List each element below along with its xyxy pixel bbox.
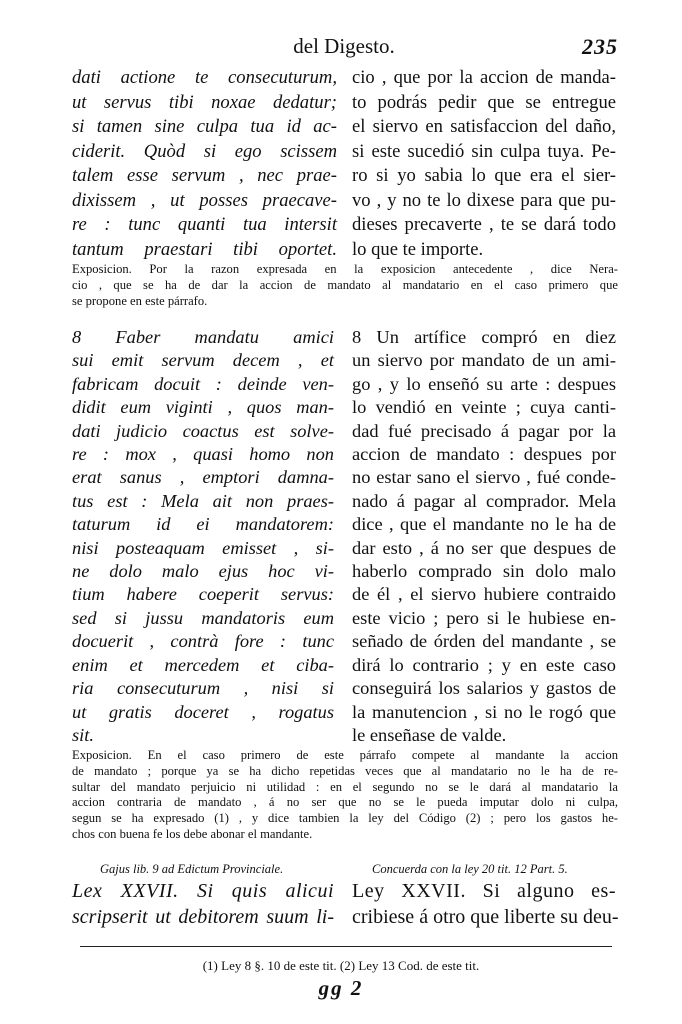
latin-line: ria consecuturum , nisi si [72, 678, 334, 699]
latin-line: scripserit ut debitorem suum li- [72, 906, 334, 928]
spanish-line: de él , el siervo hubiere contraido [352, 584, 616, 605]
spanish-line: accion de mandato : despues por [352, 444, 616, 465]
source-citation-latin: Gajus lib. 9 ad Edictum Provinciale. [100, 862, 284, 876]
spanish-column-block1 [352, 66, 616, 262]
latin-line: dati actione te consecuturum, [72, 67, 337, 88]
spanish-line: no estar sano el siervo , fué conde- [352, 467, 616, 488]
latin-column-block3 [72, 878, 334, 930]
spanish-line: to podrás pedir que se entregue [352, 91, 616, 113]
latin-line: tus est : Mela ait non praes- [72, 490, 334, 511]
exposition-line: accion contraria de mandato , á no ser que no se le pueda imputar dolo ni culpa, [72, 795, 618, 810]
spanish-column-block3 [352, 878, 619, 930]
spanish-line: la manutencion , si no le rogó que [352, 701, 616, 722]
spanish-line: le enseñase de valde. [352, 724, 507, 745]
spanish-line: dice , que el mandante no le ha de [352, 514, 616, 535]
spanish-line: haberlo comprado sin dolo malo [352, 561, 616, 582]
latin-line: sui emit servum decem , et [72, 350, 334, 371]
latin-line: si tamen sine culpa tua id ac- [72, 116, 337, 137]
latin-line: sed si jussu mandatoris eum [72, 607, 334, 628]
exposition-line: Exposicion. En el caso primero de este párrafo compete al mandante la accion [72, 748, 618, 762]
spanish-line: cio , que por la accion de manda- [352, 67, 616, 88]
exposition-paragraph-1 [72, 262, 618, 309]
footnote: (1) Ley 8 §. 10 de este tit. (2) Ley 13 Cod. de este tit. [202, 958, 480, 973]
latin-line: fabricam docuit : deinde ven- [72, 373, 334, 394]
exposition-line: Exposicion. Por la razon expresada en la exposicion antecedente , dice Nera- [72, 262, 618, 276]
exposition-line: se propone en este párrafo. [72, 293, 208, 308]
spanish-line: vo , y no te lo dixese para que pu- [352, 189, 616, 211]
latin-line: 8 Faber mandatu amici [72, 327, 334, 347]
spanish-line: dar esto , á no ser que despues de [352, 537, 616, 558]
page-number: 235 [582, 34, 618, 59]
source-citation-spanish: Concuerda con la ley 20 tit. 12 Part. 5. [372, 862, 568, 876]
latin-line: ut servus tibi noxae dedatur; [72, 91, 337, 113]
latin-line: tium habere coeperit servus: [72, 584, 334, 605]
latin-line: re : mox , quasi homo non [72, 444, 334, 465]
latin-line: tantum praestari tibi oportet. [72, 238, 337, 260]
spanish-line: dad fué precisado á pagar por la [352, 420, 616, 441]
latin-column-block2 [72, 326, 334, 747]
latin-line: enim et mercedem et ciba- [72, 654, 334, 675]
latin-line: talem esse servum , nec prae- [72, 165, 337, 186]
spanish-line: el siervo en satisfaccion del daño, [352, 116, 616, 137]
latin-column-block1 [72, 66, 337, 262]
spanish-line: Ley XXVII. Si alguno es- [352, 880, 616, 902]
exposition-line: cio , que se ha de dar la accion de mandato al mandatario en el caso primero que [72, 277, 618, 292]
latin-line: dati judicio coactus est solve- [72, 420, 334, 441]
spanish-line: lo que te importe. [352, 238, 484, 260]
latin-line: re : tunc quanti tua intersit [72, 214, 337, 235]
latin-line: Lex XXVII. Si quis alicui [72, 880, 334, 902]
spanish-line: ro si yo sabia lo que era el sier- [352, 165, 616, 186]
footnote-divider [80, 946, 612, 947]
exposition-paragraph-2 [72, 748, 618, 843]
latin-line: erat sanus , emptori damna- [72, 467, 334, 488]
exposition-line: de mandato ; porque ya se ha dicho repetidas veces que al mandatario no le ha de re- [72, 763, 618, 778]
spanish-column-block2 [352, 326, 616, 747]
latin-line: ne dolo malo ejus hoc vi- [72, 561, 334, 582]
exposition-line: sultar del mandato perjuicio ni utilidad : en el segundo no se le dará al mandatario la [72, 779, 618, 794]
spanish-line: dirá lo contrario ; y en este caso [352, 654, 616, 675]
exposition-line: segun se ha expresado (1) , y dice tambien la ley del Código (2) ; pero los gastos he- [72, 811, 618, 826]
latin-line: ciderit. Quòd si ego scissem [72, 140, 337, 162]
spanish-line: go , y lo enseñó su arte : despues [352, 373, 616, 394]
spanish-line: cribiese á otro que liberte su deu- [352, 906, 619, 928]
exposition-line: chos con buena fe los debe abonar el mandante. [72, 826, 313, 841]
latin-line: taturum id ei mandatorem: [72, 514, 334, 535]
latin-line: didit eum viginti , quos man- [72, 397, 334, 418]
page-header-title: del Digesto. [293, 34, 395, 58]
latin-line: ut gratis doceret , rogatus [72, 701, 334, 722]
spanish-line: nado á pagar al comprador. Mela [352, 490, 616, 511]
spanish-line: dieses precaverte , te se dará todo [352, 214, 616, 235]
spanish-line: si este sucedió sin culpa tuya. Pe- [352, 140, 616, 162]
latin-line: sit. [72, 724, 94, 745]
latin-line: docuerit , contrà fore : tunc [72, 631, 334, 652]
latin-line: dixissem , ut posses praecave- [72, 189, 337, 211]
running-head [70, 32, 618, 62]
signature-mark: gg 2 [318, 976, 364, 1000]
spanish-line: este vicio ; pero si le hubiese en- [352, 607, 616, 628]
spanish-line: 8 Un artífice compró en diez [352, 327, 616, 347]
spanish-line: señado de órden del mandante , se [352, 631, 616, 652]
spanish-line: un siervo por mandato de un ami- [352, 350, 616, 371]
spanish-line: conseguirá los salarios y gastos de [352, 678, 616, 699]
spanish-line: lo vendió en veinte ; cuya canti- [352, 397, 616, 418]
latin-line: nisi posteaquam emisset , si- [72, 537, 334, 558]
